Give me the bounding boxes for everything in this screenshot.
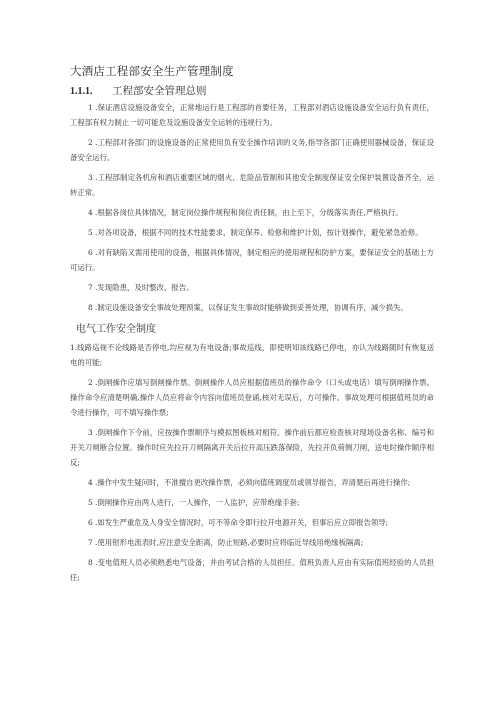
section-number: 1.1.1. — [70, 86, 93, 97]
general-rule-3: 3 .工程部制定各机房和酒店重要区域的烟火、危险品管制和其他安全制度保证安全保护装置设备齐全，运转正常。 — [70, 173, 434, 197]
general-rule-8: 8 .制定设施设备安全事故处理预案，以保证发生事故时能够做到妥善处理，协调有序，减少损失。 — [88, 303, 408, 312]
general-rule-5: 5 .对各项设备，根据不同的技术性能要求，制定保养、检修和维护计划，按计划操作，避免紧急抢修。 — [88, 228, 423, 237]
section-heading — [70, 83, 207, 98]
document-body — [70, 100, 434, 590]
electrical-rule-4: 4 .操作中发生疑问时，不准擅自更改操作票，必须向值班调度员或领导报告，弄清楚后再进行操作; — [88, 478, 411, 487]
general-rule-6: 6 .对有缺陷又需用使用的设备，根据具体情况，制定相应的使用规程和防护方案，要保证安全的基础上方可运行。 — [70, 248, 434, 272]
electrical-rule-1: 1.线路巡视不论线路是否停电,均应视为有电设备;事故巡线，即使明知该线路已停电，亦认为线路随时有恢复送电的可能; — [70, 343, 434, 367]
general-rule-2: 2 .工程部对各部门的设施设备的正常使用负有安全操作培训的义务,指导各部门正确使用器械设备，保证设备安全运行。 — [70, 138, 434, 162]
electrical-rule-5: 5 .倒闸操作应由两人进行，一人操作，一人监护，应带绝缘手套; — [88, 498, 300, 507]
section-title: 工程部安全管理总则 — [112, 85, 207, 97]
electrical-rule-7: 7 .使用钳形电流表时,应注意安全距离，防止短路,必要时应将临近导线用绝缘板隔离; — [88, 538, 364, 547]
document-title: 大酒店工程部安全生产管理制度 — [70, 64, 234, 78]
electrical-rule-3: 3 .倒闸操作下令前，应按操作票顺序与模拟图板核对相符。操作前后都应检查核对现场设备名称、编号和开关刀闸断合位置。操作时应先拉开刀闸隔离开关后拉开高压跌落保险，先拉开负荷侧刀闸，送电时操作顺序相反; — [70, 428, 434, 467]
electrical-rule-8: 8 .变电值班人员必须熟悉电气设备，并由考试合格的人员担任。值班负责人应由有实际值班经验的人员担任; — [70, 558, 434, 582]
electrical-rule-6: 6 .如发生严重危及人身安全情况时，可不等命令即行拉开电源开关，但事后应立即报告领导; — [88, 518, 389, 527]
general-rule-1: 1 .保证酒店设施设备安全，正常地运行是工程部的首要任务，工程部对酒店设施设备安全运行负有责任，工程部有权力制止一切可能危及设施设备安全运转的违规行为。 — [70, 103, 434, 127]
electrical-rule-2: 2 .倒闸操作应填写倒闸操作票。倒闸操作人员应根据值班员的操作命令（口头或电话）填写倒闸操作票。操作命令应清楚明确,操作人员应将命令内容向值班员登诵,核对无误后，方可操作。事故处理可根据值班员的命令进行操作，可不填写操作票; — [70, 378, 434, 417]
general-rule-4: 4 .根据各岗位具体情况，制定岗位操作规程和岗位责任制，由上至下，分级落实责任,严格执行。 — [88, 208, 403, 217]
electrical-safety-heading: 电气工作安全制度 — [76, 324, 156, 335]
general-rule-7: 7 .发现隐患，及时整改、报告。 — [88, 283, 194, 292]
